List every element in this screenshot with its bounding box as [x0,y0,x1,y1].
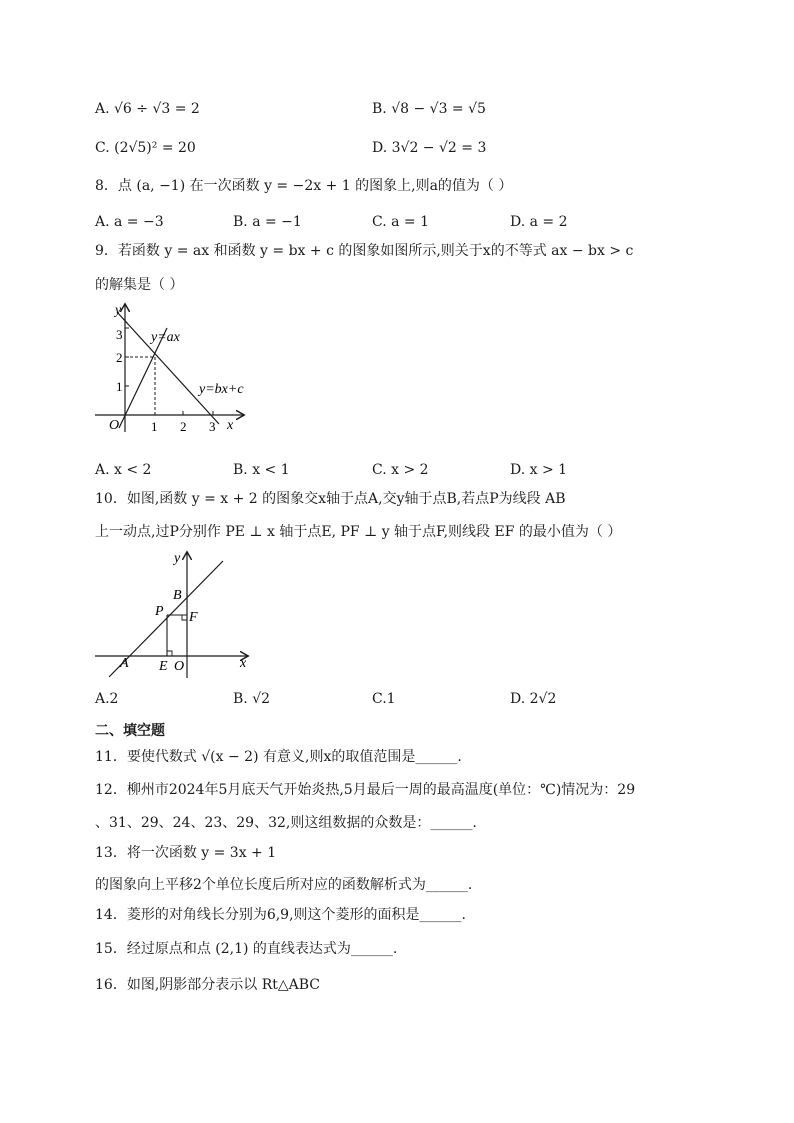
x-axis-label: x [227,418,234,433]
x-axis-label: x [240,656,247,671]
q10-option-b: B. √2 [233,691,271,707]
section-heading: 二、填空题 [95,723,165,739]
y-axis-label: y [115,303,122,318]
q13-line2: 的图象向上平移2个单位长度后所对应的函数解析式为______. [95,877,473,893]
q9-figure [95,300,265,440]
q12-line1: 12．柳州市2024年5月底天气开始炎热,5月最后一周的最高温度(单位：℃)情况为：29 [95,782,636,798]
q14: 14．菱形的对角线长分别为6,9,则这个菱形的面积是______. [95,907,466,923]
q9-option-b: B. x < 1 [233,462,290,478]
q9-option-d: D. x > 1 [510,462,568,478]
q10-stem-line2: 上一动点,过P分别作 PE ⊥ x 轴于点E, PF ⊥ y 轴于点F,则线段 EF 的最小值为（ ） [95,524,622,540]
q7-option-d: D. 3√2 − √2 = 3 [372,140,487,156]
x-tick-3: 3 [209,419,216,434]
y-axis-label: y [174,551,181,566]
point-e-label: E [159,659,168,674]
q15: 15．经过原点和点 (2,1) 的直线表达式为______. [95,941,398,957]
y-tick-3: 3 [116,327,123,342]
q10-option-a: A.2 [95,691,119,707]
q8-option-b: B. a = −1 [233,214,302,230]
line-label-bxc: y=bx+c [199,382,244,397]
q8-option-d: D. a = 2 [510,214,568,230]
line-y-bx-c [117,312,219,424]
q7-option-b: B. √8 − √3 = √5 [372,101,486,117]
q10-option-d: D. 2√2 [510,691,557,707]
q7-option-c: C. (2√5)² = 20 [95,140,196,156]
q11: 11．要使代数式 √(x − 2) 有意义,则x的取值范围是______. [95,749,462,765]
y-tick-1: 1 [116,379,123,394]
q7-option-a: A. √6 ÷ √3 = 2 [95,101,200,117]
q10-option-c: C.1 [372,691,396,707]
q9-stem-line2: 的解集是（ ） [95,277,184,293]
point-p-label: P [155,604,164,619]
q8-option-c: C. a = 1 [372,214,429,230]
q9-stem-line1: 9．若函数 y = ax 和函数 y = bx + c 的图象如图所示,则关于x的不等式 ax − bx > c [95,243,634,259]
point-a-label: A [120,656,129,671]
y-tick-2: 2 [116,350,123,365]
q13-line1: 13．将一次函数 y = 3x + 1 [95,845,277,861]
q10-stem-line1: 10．如图,函数 y = x + 2 的图象交x轴于点A,交y轴于点B,若点P为线段 AB [95,491,566,507]
origin-label: O [109,418,120,433]
x-tick-1: 1 [151,419,158,434]
q12-line2: 、31、29、24、23、29、32,则这组数据的众数是：______. [95,815,477,831]
q16: 16．如图,阴影部分表示以 Rt△ABC [95,977,321,993]
q8-option-a: A. a = −3 [95,214,164,230]
q9-option-a: A. x < 2 [95,462,152,478]
point-b-label: B [173,588,182,603]
q10-figure [95,545,260,680]
line-label-ax: y=ax [151,330,180,345]
point-f-label: F [189,610,198,625]
x-tick-2: 2 [180,419,187,434]
point-o-label: O [174,659,185,674]
q8-stem: 8．点 (a, −1) 在一次函数 y = −2x + 1 的图象上,则a的值为（ ） [95,178,513,194]
q9-option-c: C. x > 2 [372,462,429,478]
